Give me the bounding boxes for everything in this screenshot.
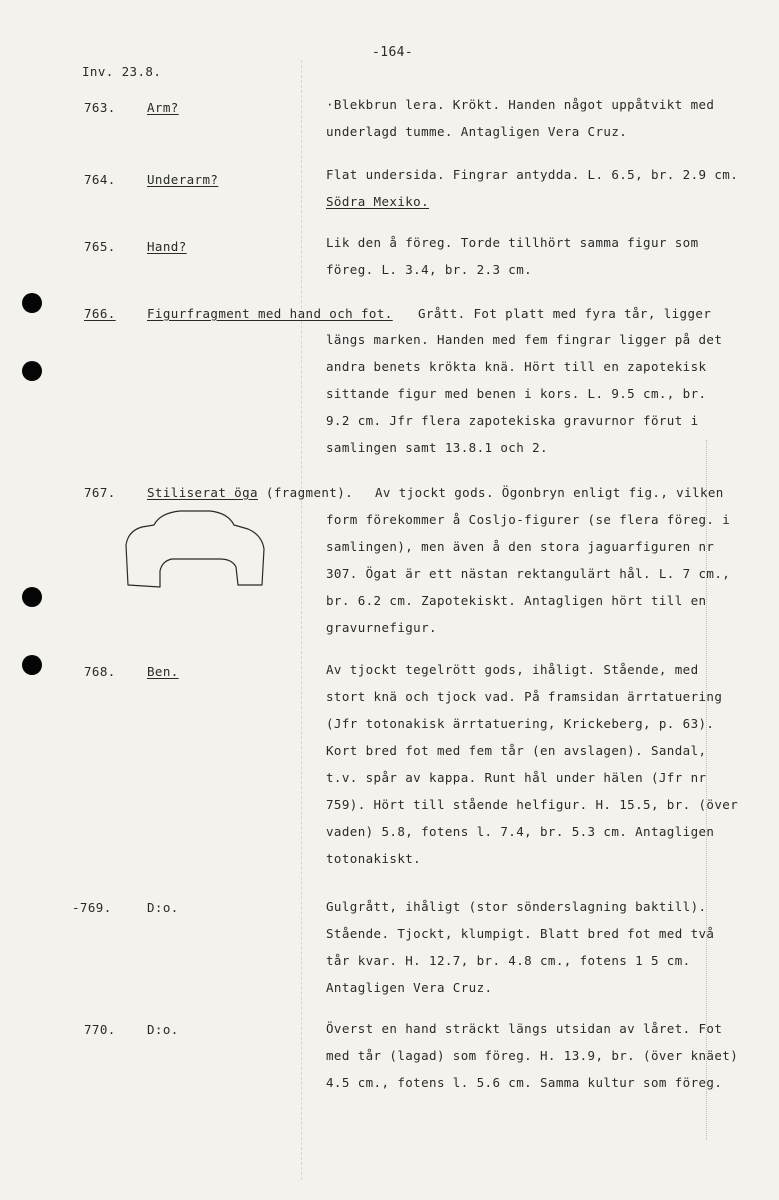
entry-number: 766. (84, 306, 116, 321)
entry-number: 765. (84, 239, 116, 254)
entry-number: 770. (84, 1022, 116, 1037)
desc-line: Antagligen Vera Cruz. (326, 980, 493, 995)
desc-line: föreg. L. 3.4, br. 2.3 cm. (326, 262, 533, 277)
eye-fragment-sketch (120, 505, 270, 591)
desc-line: ·Blekbrun lera. Krökt. Handen något uppåtvikt med (326, 97, 715, 112)
desc-line: Lik den å föreg. Torde tillhört samma figur som (326, 235, 699, 250)
desc-line: Flat undersida. Fingrar antydda. L. 6.5, br. 2.9 cm. (326, 167, 739, 182)
desc-line: stort knä och tjock vad. På framsidan ärrtatuering (326, 689, 723, 704)
entry-description (326, 161, 766, 215)
punch-hole (22, 361, 42, 381)
entry-label-group (147, 485, 353, 500)
desc-line: gravurnefigur. (326, 620, 437, 635)
desc-line: tår kvar. H. 12.7, br. 4.8 cm., fotens 1 5 cm. (326, 953, 691, 968)
entry-number: 767. (84, 485, 116, 500)
page-number: -164- (372, 45, 414, 60)
entry-label: D:o. (147, 900, 179, 915)
entry-label: Ben. (147, 664, 179, 679)
desc-line: med tår (lagad) som föreg. H. 13.9, br. (över knäet) (326, 1048, 739, 1063)
fold-line (301, 60, 302, 1180)
entry-label: Stiliserat öga (147, 485, 258, 500)
entry-number: 764. (84, 172, 116, 187)
desc-line: underlagd tumme. Antagligen Vera Cruz. (326, 124, 628, 139)
entry-label: Hand? (147, 239, 187, 254)
entry-number: 768. (84, 664, 116, 679)
punch-hole (22, 587, 42, 607)
entry-description (326, 229, 766, 283)
punch-hole (22, 655, 42, 675)
entry-label: Underarm? (147, 172, 219, 187)
desc-line: Av tjockt tegelrött gods, ihåligt. Stående, med (326, 662, 699, 677)
entry-first-line: Grått. Fot platt med fyra tår, ligger (418, 306, 712, 321)
desc-line: br. 6.2 cm. Zapotekiskt. Antagligen hört till en (326, 593, 707, 608)
desc-line: Överst en hand sträckt längs utsidan av låret. Fot (326, 1021, 723, 1036)
entry-label: Arm? (147, 100, 179, 115)
entry-description (326, 326, 766, 461)
entry-description (326, 91, 766, 145)
entry-label: D:o. (147, 1022, 179, 1037)
entry-description (326, 893, 766, 1001)
desc-line: form förekommer å Cosljo-figurer (se flera föreg. i (326, 512, 731, 527)
entry-label: Figurfragment med hand och fot. (147, 306, 393, 321)
entry-label-suffix: (fragment). (265, 485, 354, 500)
inventory-label: Inv. 23.8. (82, 64, 162, 79)
desc-line: Stående. Tjockt, klumpigt. Blatt bred fot med två (326, 926, 715, 941)
desc-line: 9.2 cm. Jfr flera zapotekiska gravurnor förut i (326, 413, 699, 428)
entry-number: 763. (84, 100, 116, 115)
desc-line: 307. Ögat är ett nästan rektangulärt hål. L. 7 cm., (326, 566, 731, 581)
desc-line: Gulgrått, ihåligt (stor sönderslagning baktill). (326, 899, 707, 914)
desc-line: samlingen), men även å den stora jaguarfiguren nr (326, 539, 715, 554)
desc-line: andra benets krökta knä. Hört till en zapotekisk (326, 359, 707, 374)
desc-line: totonakiskt. (326, 851, 422, 866)
desc-line: längs marken. Handen med fem fingrar ligger på det (326, 332, 723, 347)
entry-description (326, 656, 766, 872)
desc-line: Södra Mexiko. (326, 194, 430, 209)
entry-first-line: Av tjockt gods. Ögonbryn enligt fig., vilken (375, 485, 724, 500)
desc-line: 4.5 cm., fotens l. 5.6 cm. Samma kultur som föreg. (326, 1075, 723, 1090)
desc-line: Kort bred fot med fem tår (en avslagen). Sandal, (326, 743, 707, 758)
entry-description (326, 1015, 766, 1096)
desc-line: vaden) 5.8, fotens l. 7.4, br. 5.3 cm. Antagligen (326, 824, 715, 839)
desc-line: (Jfr totonakisk ärrtatuering, Krickeberg, p. 63). (326, 716, 715, 731)
desc-line: t.v. spår av kappa. Runt hål under hälen (Jfr nr (326, 770, 707, 785)
desc-line: samlingen samt 13.8.1 och 2. (326, 440, 548, 455)
punch-hole (22, 293, 42, 313)
entry-number: -769. (72, 900, 112, 915)
desc-line: 759). Hört till stående helfigur. H. 15.5, br. (över (326, 797, 739, 812)
desc-line: sittande figur med benen i kors. L. 9.5 cm., br. (326, 386, 707, 401)
entry-description (326, 506, 766, 641)
